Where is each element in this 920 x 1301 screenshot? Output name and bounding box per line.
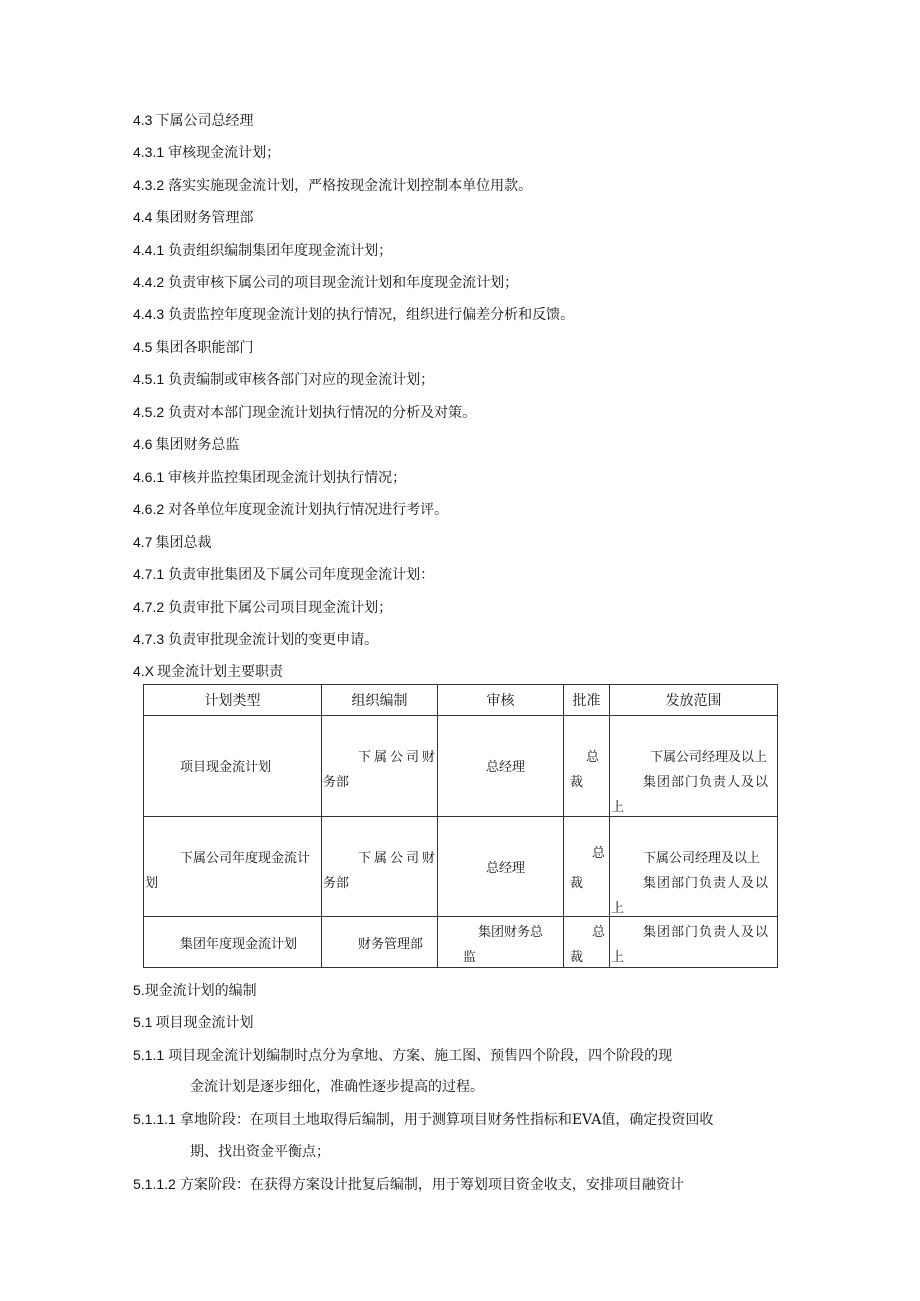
table-row xyxy=(144,716,778,817)
cell-text: 下属公司经理及以上 xyxy=(650,750,768,765)
item-4-7-3: 4.7.3 负责审批现金流计划的变更申请。 xyxy=(133,631,379,648)
heading-4-4: 4.4 集团财务管理部 xyxy=(133,209,254,226)
cell-prepared-by xyxy=(322,716,438,817)
item-4-7-1: 4.7.1 负责审批集团及下属公司年度现金流计划： xyxy=(133,566,435,583)
table-row xyxy=(144,817,778,917)
cell-text: 总 xyxy=(586,750,600,765)
cell-text: 总 xyxy=(592,925,606,940)
heading-4-5: 4.5 集团各职能部门 xyxy=(133,339,254,356)
cell-review xyxy=(438,716,564,817)
responsibility-table xyxy=(143,684,778,968)
item-4-3-1: 4.3.1 审核现金流计划； xyxy=(133,144,281,161)
cell-approve xyxy=(564,716,610,817)
heading-4-3: 4.3 下属公司总经理 xyxy=(133,112,254,129)
cell-text: 总 xyxy=(592,846,606,861)
cell-text: 务部 xyxy=(323,775,350,790)
heading-4-7: 4.7 集团总裁 xyxy=(133,534,212,551)
cell-approve xyxy=(564,817,610,917)
cell-prepared-by xyxy=(322,817,438,917)
cell-plan-type xyxy=(144,716,322,817)
cell-text: 务部 xyxy=(323,876,350,891)
heading-5-1: 5.1 项目现金流计划 xyxy=(133,1014,254,1031)
cell-distribution xyxy=(610,817,778,917)
item-4-7-2: 4.7.2 负责审批下属公司项目现金流计划； xyxy=(133,599,393,616)
item-4-5-1: 4.5.1 负责编制或审核各部门对应的现金流计划； xyxy=(133,371,435,388)
heading-4-6: 4.6 集团财务总监 xyxy=(133,436,240,453)
heading-4-x: 4.X 现金流计划主要职责 xyxy=(133,663,284,680)
cell-plan-type xyxy=(144,817,322,917)
cell-text: 下属公司经理及以上 xyxy=(643,851,761,866)
cell-text: 集团年度现金流计划 xyxy=(180,937,298,952)
cell-text: 集团部门负责人及以 xyxy=(643,876,770,891)
cell-distribution xyxy=(610,716,778,817)
cell-text: 下属公司财 xyxy=(358,750,439,765)
cell-text: 上 xyxy=(611,800,625,815)
cell-distribution xyxy=(610,917,778,968)
item-5-1-1-1-cont: 期、找出资金平衡点； xyxy=(190,1144,330,1160)
cell-text: 集团部门负责人及以 xyxy=(643,925,770,940)
header-prepared-by: 组织编制 xyxy=(322,685,438,716)
cell-text: 监 xyxy=(463,950,477,965)
header-plan-type: 计划类型 xyxy=(144,685,322,716)
item-4-5-2: 4.5.2 负责对本部门现金流计划执行情况的分析及对策。 xyxy=(133,404,477,421)
header-approve: 批准 xyxy=(564,685,610,716)
item-5-1-1-cont: 金流计划是逐步细化，准确性逐步提高的过程。 xyxy=(190,1079,484,1095)
item-5-1-1-1: 5.1.1.1 拿地阶段：在项目土地取得后编制，用于测算项目财务性指标和EVA值，确定投资回收 xyxy=(133,1111,714,1128)
cell-text: 裁 xyxy=(570,876,584,891)
cell-approve xyxy=(564,917,610,968)
cell-text: 总经理 xyxy=(486,861,526,876)
cell-text: 项目现金流计划 xyxy=(180,760,272,775)
item-4-4-1: 4.4.1 负责组织编制集团年度现金流计划； xyxy=(133,242,393,259)
item-4-6-1: 4.6.1 审核并监控集团现金流计划执行情况； xyxy=(133,469,407,486)
heading-5: 5.现金流计划的编制 xyxy=(133,982,257,999)
cell-text: 上 xyxy=(611,950,625,965)
cell-text: 集团部门负责人及以 xyxy=(643,775,770,790)
cell-text: 下属公司财 xyxy=(358,851,439,866)
cell-text: 裁 xyxy=(570,775,584,790)
item-4-6-2: 4.6.2 对各单位年度现金流计划执行情况进行考评。 xyxy=(133,501,449,518)
cell-plan-type xyxy=(144,917,322,968)
table-header-row xyxy=(144,685,778,716)
cell-text: 上 xyxy=(611,901,625,916)
cell-text: 裁 xyxy=(570,950,584,965)
item-4-4-3: 4.4.3 负责监控年度现金流计划的执行情况，组织进行偏差分析和反馈。 xyxy=(133,306,575,323)
cell-text: 划 xyxy=(145,876,159,891)
cell-text: 财务管理部 xyxy=(358,937,424,952)
item-4-3-2: 4.3.2 落实实施现金流计划，严格按现金流计划控制本单位用款。 xyxy=(133,177,533,194)
header-review: 审核 xyxy=(438,685,564,716)
cell-review xyxy=(438,817,564,917)
cell-review xyxy=(438,917,564,968)
cell-text: 集团财务总 xyxy=(478,925,544,940)
item-5-1-1-2: 5.1.1.2 方案阶段：在获得方案设计批复后编制，用于筹划项目资金收支，安排项目融资计 xyxy=(133,1176,684,1193)
header-distribution: 发放范围 xyxy=(610,685,778,716)
cell-text: 总经理 xyxy=(486,760,526,775)
item-5-1-1: 5.1.1 项目现金流计划编制时点分为拿地、方案、施工图、预售四个阶段，四个阶段的现 xyxy=(133,1047,673,1064)
cell-prepared-by xyxy=(322,917,438,968)
cell-text: 下属公司年度现金流计 xyxy=(180,851,311,866)
table-row xyxy=(144,917,778,968)
item-4-4-2: 4.4.2 负责审核下属公司的项目现金流计划和年度现金流计划； xyxy=(133,274,519,291)
